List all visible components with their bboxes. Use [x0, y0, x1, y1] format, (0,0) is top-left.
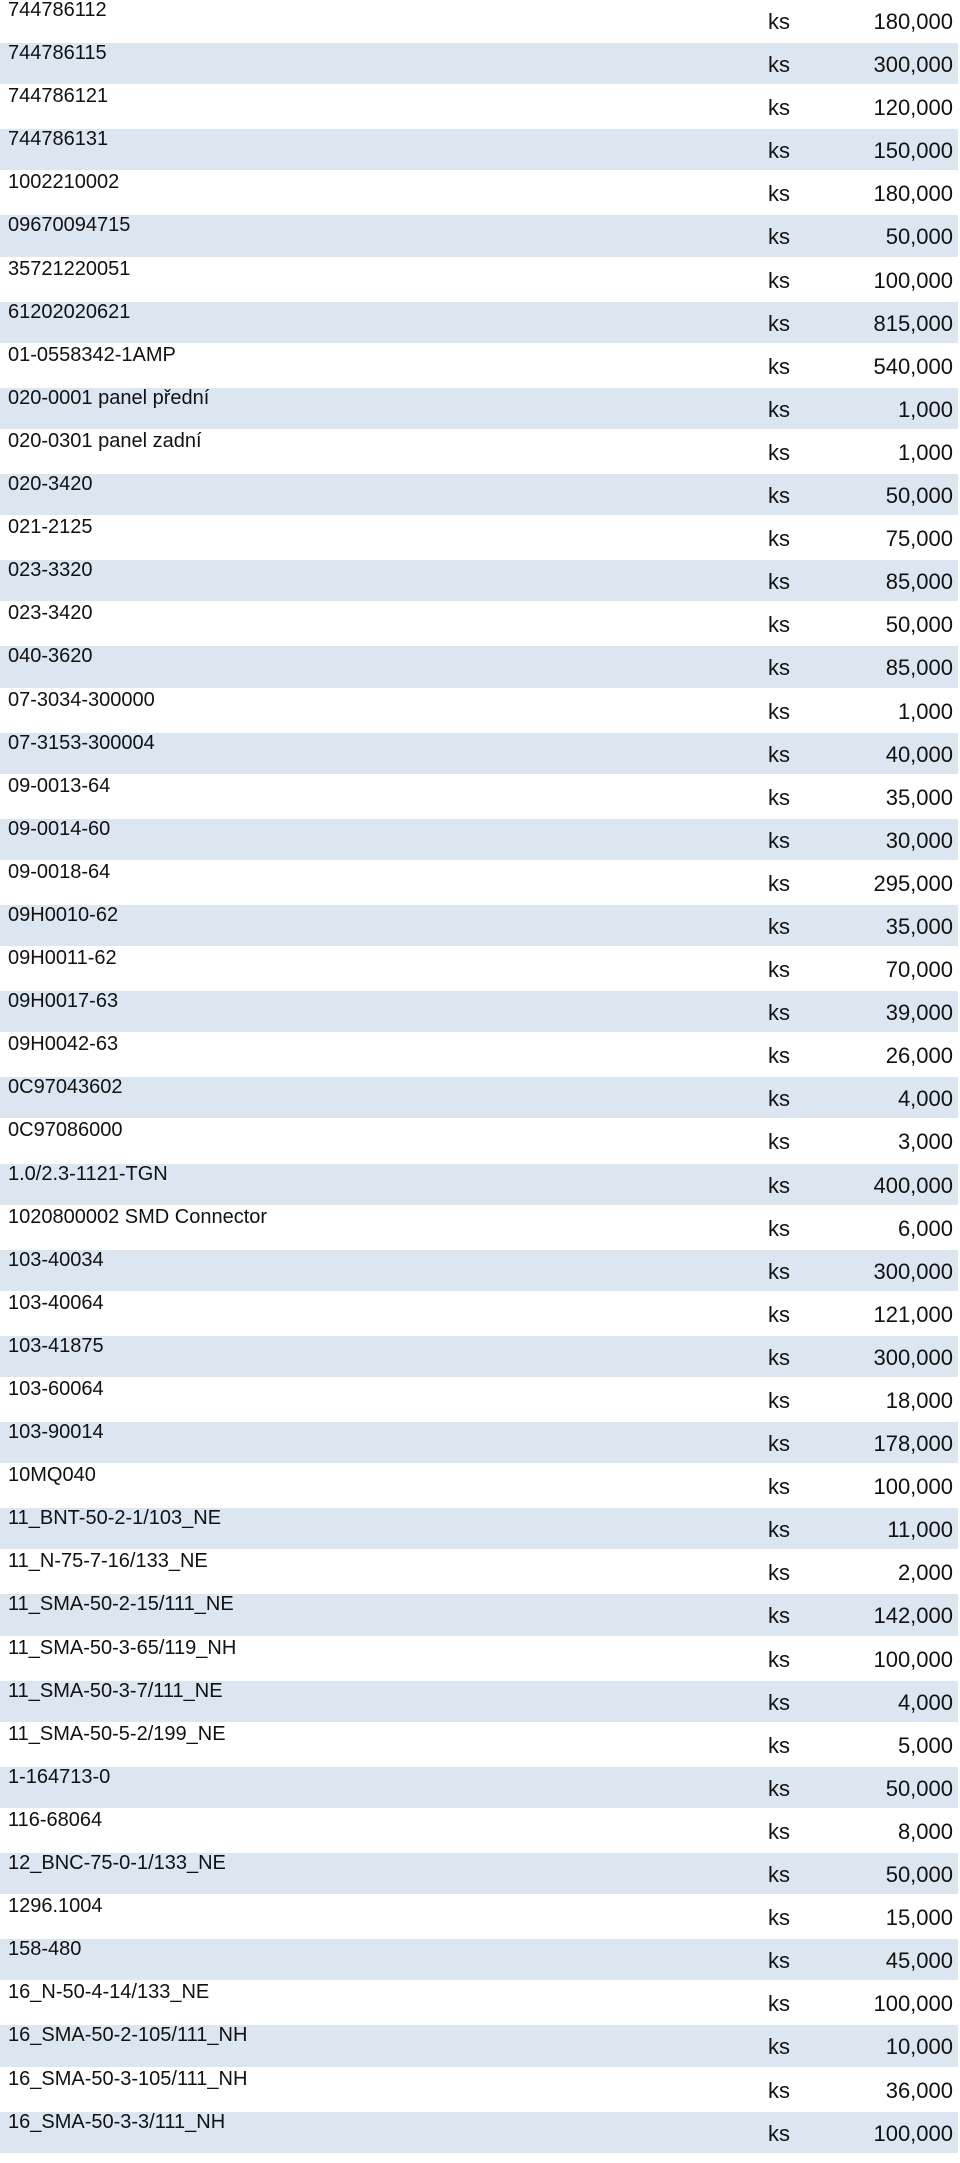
unit-cell: ks — [768, 1517, 790, 1543]
quantity-cell: 4,000 — [897, 1086, 953, 1112]
unit-cell: ks — [768, 1818, 790, 1844]
table-row — [0, 1638, 958, 1681]
table-row — [0, 215, 958, 258]
unit-cell: ks — [768, 353, 790, 379]
table-row — [0, 43, 958, 86]
table-row — [0, 991, 958, 1034]
item-code-cell: 16_SMA-50-2-105/111_NH — [8, 2024, 248, 2047]
table-row — [0, 1120, 958, 1163]
quantity-cell: 50,000 — [885, 224, 953, 250]
quantity-cell: 100,000 — [873, 1646, 953, 1672]
quantity-cell: 30,000 — [885, 827, 953, 853]
table-row — [0, 1939, 958, 1982]
item-code-cell: 1.0/2.3-1121-TGN — [8, 1162, 168, 1185]
item-code-cell: 09-0013-64 — [8, 774, 111, 797]
item-code-cell: 116-68064 — [8, 1808, 103, 1831]
quantity-cell: 815,000 — [873, 310, 953, 336]
quantity-cell: 3,000 — [897, 1129, 953, 1155]
table-row — [0, 1724, 958, 1767]
quantity-cell: 50,000 — [885, 1862, 953, 1888]
unit-cell: ks — [768, 1474, 790, 1500]
quantity-cell: 1,000 — [897, 698, 953, 724]
quantity-cell: 150,000 — [873, 138, 953, 164]
table-row — [0, 129, 958, 172]
item-code-cell: 07-3153-300004 — [8, 731, 155, 754]
item-code-cell: 07-3034-300000 — [8, 688, 155, 711]
unit-cell: ks — [768, 1388, 790, 1413]
item-code-cell: 11_SMA-50-3-65/119_NH — [8, 1636, 237, 1659]
unit-cell: ks — [768, 267, 790, 293]
unit-cell: ks — [768, 224, 790, 250]
quantity-cell: 85,000 — [885, 655, 953, 681]
item-code-cell: 1296.1004 — [8, 1895, 103, 1918]
table-row — [0, 345, 958, 388]
unit-cell: ks — [768, 1775, 790, 1801]
unit-cell: ks — [768, 612, 790, 638]
item-code-cell: 10MQ040 — [8, 1464, 96, 1487]
quantity-cell: 178,000 — [873, 1431, 953, 1457]
item-code-cell: 09H0010-62 — [8, 903, 119, 926]
unit-cell: ks — [768, 655, 790, 681]
table-row — [0, 1077, 958, 1120]
item-code-cell: 0C97086000 — [8, 1119, 123, 1142]
quantity-cell: 26,000 — [885, 1043, 953, 1069]
unit-cell: ks — [768, 2077, 790, 2103]
item-code-cell: 023-3320 — [8, 559, 93, 582]
table-row — [0, 862, 958, 905]
unit-cell: ks — [768, 1431, 790, 1457]
table-row — [0, 1293, 958, 1336]
table-row — [0, 1034, 958, 1077]
unit-cell: ks — [768, 1560, 790, 1586]
table-row — [0, 690, 958, 733]
item-code-cell: 1-164713-0 — [8, 1765, 111, 1788]
item-code-cell: 103-60064 — [8, 1378, 104, 1400]
unit-cell: ks — [768, 1086, 790, 1112]
unit-cell: ks — [768, 9, 790, 34]
table-row — [0, 733, 958, 776]
quantity-cell: 50,000 — [885, 612, 953, 638]
table-row — [0, 646, 958, 689]
table-row — [0, 776, 958, 819]
unit-cell: ks — [768, 698, 790, 724]
table-row — [0, 1465, 958, 1508]
quantity-cell: 100,000 — [873, 1474, 953, 1500]
table-row — [0, 603, 958, 646]
quantity-cell: 120,000 — [873, 95, 953, 121]
item-code-cell: 11_SMA-50-2-15/111_NE — [8, 1593, 234, 1616]
unit-cell: ks — [768, 138, 790, 164]
unit-cell: ks — [768, 1258, 790, 1284]
quantity-cell: 35,000 — [885, 913, 953, 939]
quantity-cell: 6,000 — [897, 1215, 953, 1241]
quantity-cell: 40,000 — [885, 741, 953, 767]
quantity-cell: 100,000 — [873, 2120, 953, 2146]
unit-cell: ks — [768, 1689, 790, 1715]
unit-cell: ks — [768, 1905, 790, 1931]
item-code-cell: 35721220051 — [8, 257, 131, 280]
quantity-cell: 300,000 — [873, 1344, 953, 1370]
item-code-cell: 020-3420 — [8, 473, 93, 496]
table-row — [0, 302, 958, 345]
table-row — [0, 560, 958, 603]
item-code-cell: 020-0001 panel přední — [8, 386, 210, 409]
quantity-cell: 10,000 — [885, 2034, 953, 2060]
item-code-cell: 103-40064 — [8, 1291, 104, 1314]
item-code-cell: 09-0018-64 — [8, 860, 111, 883]
item-code-cell: 11_N-75-7-16/133_NE — [8, 1550, 208, 1573]
unit-cell: ks — [768, 913, 790, 939]
quantity-cell: 1,000 — [897, 396, 953, 422]
unit-cell: ks — [768, 1301, 790, 1327]
quantity-cell: 15,000 — [885, 1905, 953, 1931]
table-row — [0, 172, 958, 215]
item-code-cell: 023-3420 — [8, 602, 93, 625]
unit-cell: ks — [768, 1862, 790, 1888]
table-row — [0, 1767, 958, 1810]
unit-cell: ks — [768, 2120, 790, 2146]
table-row — [0, 948, 958, 991]
item-code-cell: 01-0558342-1AMP — [8, 343, 176, 366]
table-row — [0, 388, 958, 431]
item-code-cell: 103-90014 — [8, 1421, 104, 1444]
quantity-cell: 400,000 — [873, 1172, 953, 1198]
unit-cell: ks — [768, 1646, 790, 1672]
unit-cell: ks — [768, 1215, 790, 1241]
table-row — [0, 86, 958, 129]
item-code-cell: 020-0301 panel zadní — [8, 429, 202, 452]
quantity-cell: 18,000 — [885, 1388, 953, 1413]
item-code-cell: 16_SMA-50-3-3/111_NH — [8, 2110, 226, 2133]
quantity-cell: 300,000 — [873, 52, 953, 78]
unit-cell: ks — [768, 1991, 790, 2017]
quantity-cell: 180,000 — [873, 9, 953, 34]
table-row — [0, 1982, 958, 2025]
quantity-cell: 142,000 — [873, 1603, 953, 1629]
table-row — [0, 1551, 958, 1594]
item-code-cell: 09H0042-63 — [8, 1033, 119, 1056]
table-row — [0, 1508, 958, 1551]
table-row — [0, 1164, 958, 1207]
table-row — [0, 1250, 958, 1293]
quantity-cell: 180,000 — [873, 181, 953, 207]
item-code-cell: 1002210002 — [8, 171, 120, 194]
unit-cell: ks — [768, 526, 790, 552]
unit-cell: ks — [768, 1043, 790, 1069]
quantity-cell: 8,000 — [897, 1818, 953, 1844]
table-row — [0, 1853, 958, 1896]
item-code-cell: 103-40034 — [8, 1248, 104, 1271]
unit-cell: ks — [768, 1344, 790, 1370]
item-code-cell: 744786121 — [8, 85, 109, 108]
item-code-cell: 09670094715 — [8, 214, 131, 237]
unit-cell: ks — [768, 2034, 790, 2060]
item-code-cell: 61202020621 — [8, 300, 131, 323]
table-row — [0, 2069, 958, 2112]
quantity-cell: 50,000 — [885, 483, 953, 509]
quantity-cell: 11,000 — [887, 1517, 953, 1543]
quantity-cell: 1,000 — [897, 439, 953, 465]
table-row — [0, 1681, 958, 1724]
quantity-cell: 2,000 — [897, 1560, 953, 1586]
table-row — [0, 0, 958, 43]
unit-cell: ks — [768, 310, 790, 336]
item-code-cell: 09-0014-60 — [8, 817, 111, 840]
unit-cell: ks — [768, 741, 790, 767]
unit-cell: ks — [768, 439, 790, 465]
quantity-cell: 540,000 — [873, 353, 953, 379]
table-row — [0, 1594, 958, 1637]
item-code-cell: 040-3620 — [8, 645, 93, 668]
table-row — [0, 431, 958, 474]
table-row — [0, 1422, 958, 1465]
table-row — [0, 1207, 958, 1250]
item-code-cell: 744786112 — [8, 0, 107, 21]
quantity-cell: 45,000 — [885, 1948, 953, 1974]
table-row — [0, 517, 958, 560]
unit-cell: ks — [768, 396, 790, 422]
quantity-cell: 35,000 — [885, 784, 953, 810]
quantity-cell: 295,000 — [873, 870, 953, 896]
table-row — [0, 1379, 958, 1422]
quantity-cell: 70,000 — [885, 957, 953, 983]
item-code-cell: 16_SMA-50-3-105/111_NH — [8, 2067, 248, 2090]
quantity-cell: 4,000 — [897, 1689, 953, 1715]
table-row — [0, 1896, 958, 1939]
quantity-cell: 39,000 — [885, 1000, 953, 1026]
item-code-cell: 744786115 — [8, 42, 107, 65]
unit-cell: ks — [768, 1732, 790, 1758]
unit-cell: ks — [768, 870, 790, 896]
quantity-cell: 85,000 — [885, 569, 953, 595]
unit-cell: ks — [768, 784, 790, 810]
unit-cell: ks — [768, 1000, 790, 1026]
unit-cell: ks — [768, 1948, 790, 1974]
unit-cell: ks — [768, 181, 790, 207]
unit-cell: ks — [768, 483, 790, 509]
quantity-cell: 100,000 — [873, 267, 953, 293]
item-code-cell: 11_SMA-50-3-7/111_NE — [8, 1679, 223, 1702]
item-code-cell: 744786131 — [8, 128, 109, 151]
item-code-cell: 16_N-50-4-14/133_NE — [8, 1981, 210, 2004]
table-row — [0, 2112, 958, 2155]
quantity-cell: 300,000 — [873, 1258, 953, 1284]
item-code-cell: 12_BNC-75-0-1/133_NE — [8, 1852, 226, 1875]
quantity-cell: 36,000 — [885, 2077, 953, 2103]
table-row — [0, 819, 958, 862]
unit-cell: ks — [768, 1172, 790, 1198]
unit-cell: ks — [768, 52, 790, 78]
item-code-cell: 021-2125 — [8, 516, 93, 539]
unit-cell: ks — [768, 827, 790, 853]
unit-cell: ks — [768, 569, 790, 595]
table-row — [0, 259, 958, 302]
unit-cell: ks — [768, 1603, 790, 1629]
table-row — [0, 1810, 958, 1853]
item-code-cell: 0C97043602 — [8, 1076, 123, 1099]
unit-cell: ks — [768, 957, 790, 983]
item-code-cell: 11_SMA-50-5-2/199_NE — [8, 1722, 226, 1745]
unit-cell: ks — [768, 1129, 790, 1155]
quantity-cell: 5,000 — [897, 1732, 953, 1758]
item-code-cell: 09H0017-63 — [8, 990, 119, 1013]
table-row — [0, 905, 958, 948]
quantity-cell: 75,000 — [885, 526, 953, 552]
item-code-cell: 11_BNT-50-2-1/103_NE — [8, 1507, 222, 1530]
quantity-cell: 121,000 — [873, 1301, 953, 1327]
unit-cell: ks — [768, 95, 790, 121]
table-row — [0, 2025, 958, 2068]
table-row — [0, 474, 958, 517]
item-code-cell: 09H0011-62 — [8, 947, 117, 970]
quantity-cell: 100,000 — [873, 1991, 953, 2017]
item-code-cell: 158-480 — [8, 1938, 82, 1961]
item-code-cell: 1020800002 SMD Connector — [8, 1205, 268, 1228]
item-code-cell: 103-41875 — [8, 1334, 104, 1357]
quantity-cell: 50,000 — [885, 1775, 953, 1801]
table-row — [0, 1336, 958, 1379]
